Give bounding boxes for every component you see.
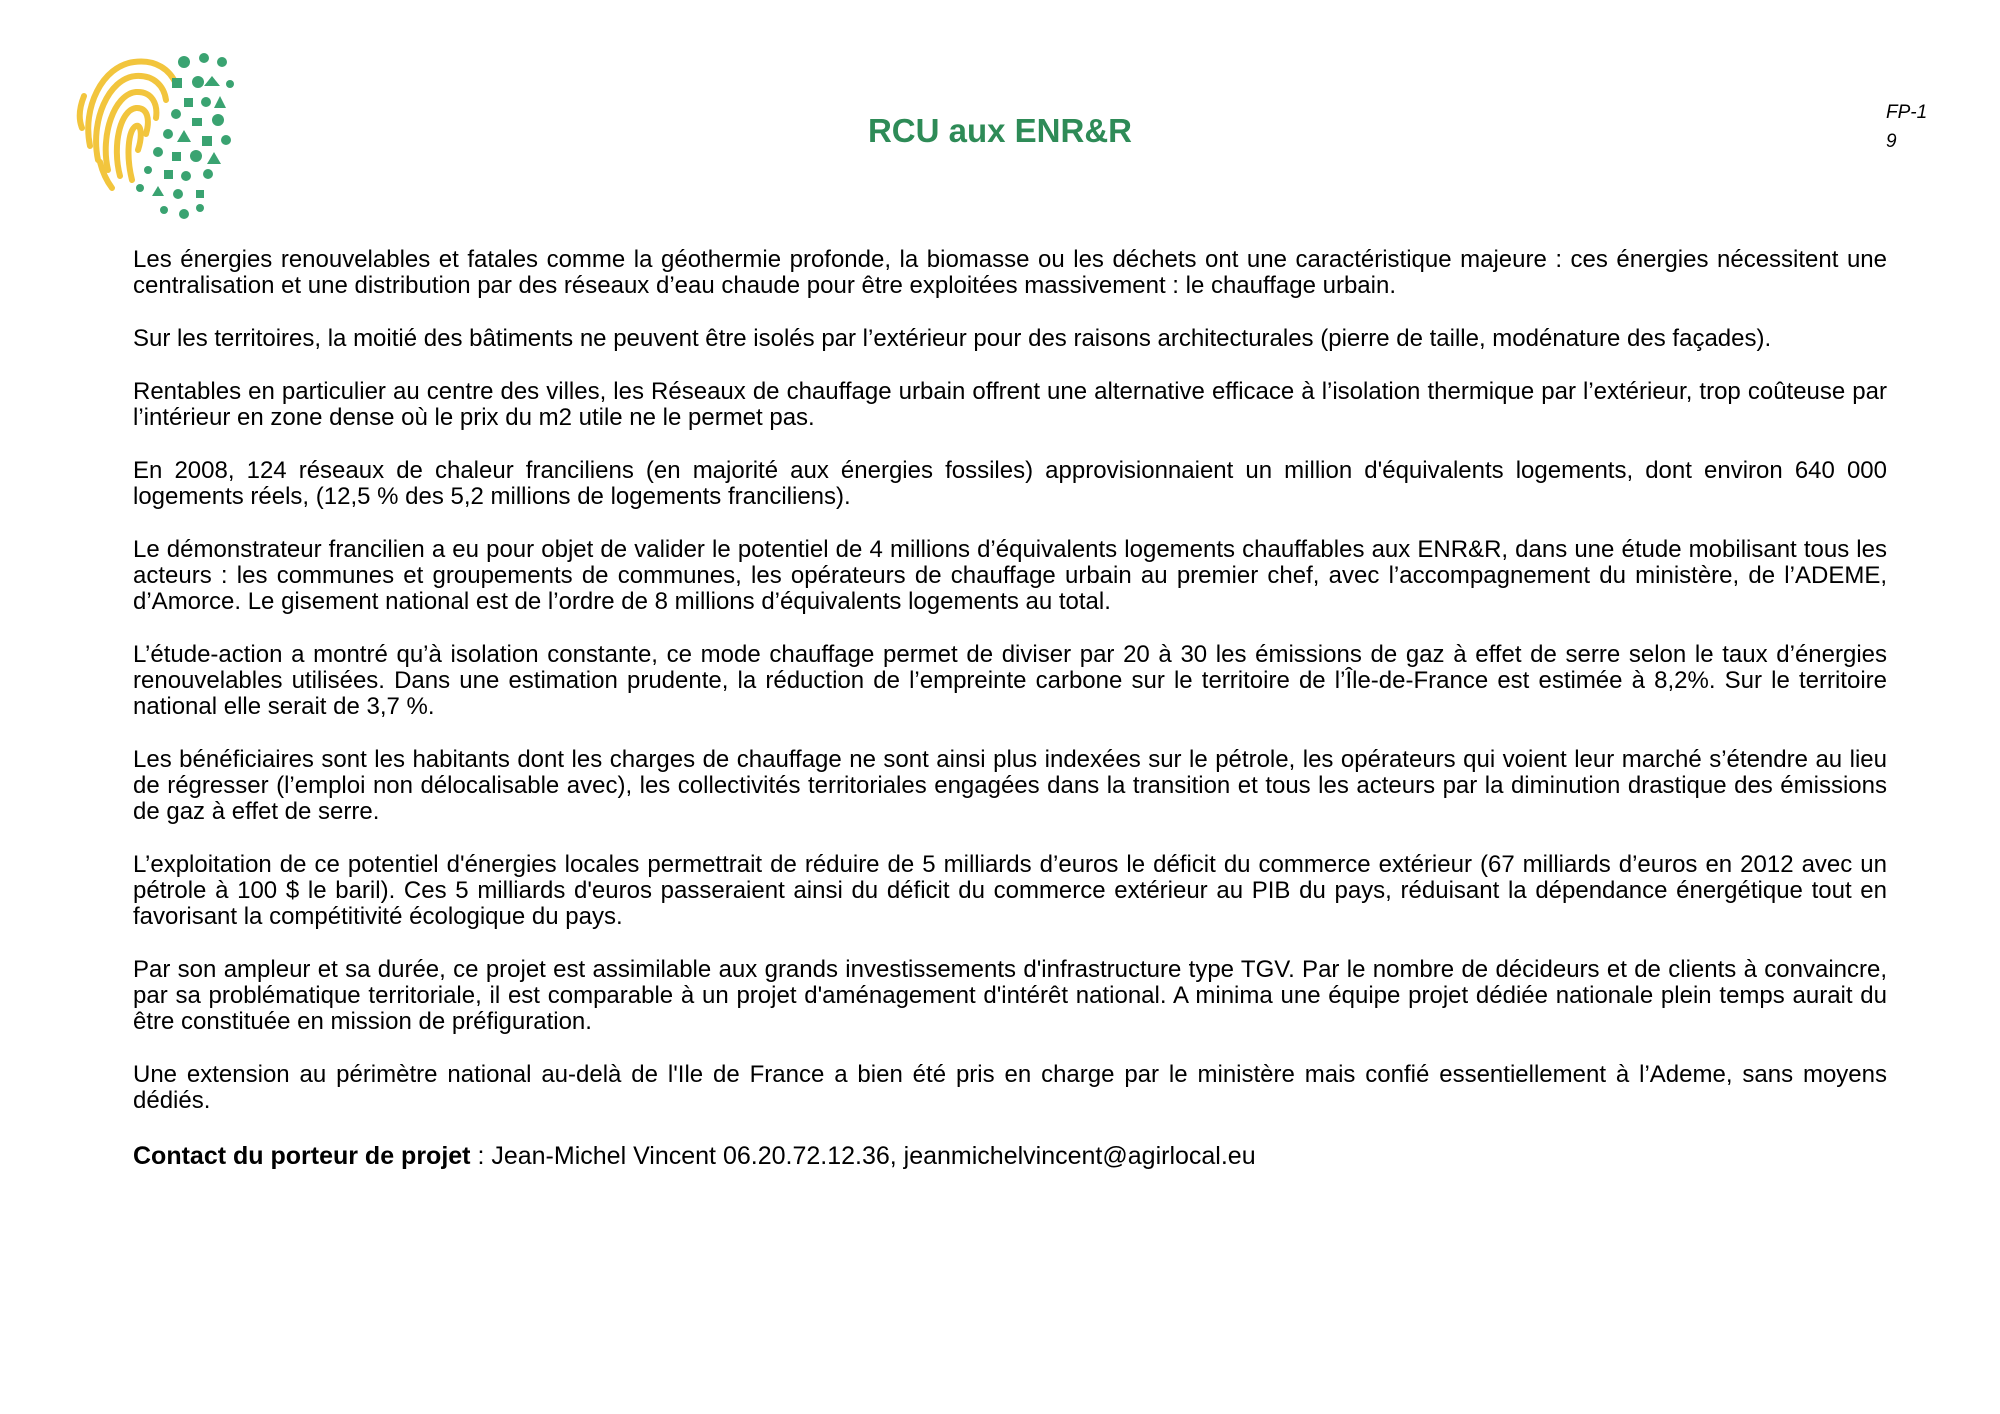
contact-line [133, 1141, 1887, 1171]
paragraph: Une extension au périmètre national au-delà de l'Ile de France a bien été pris en charge par le ministère mais confié essentiellement à l’Ademe, sans moyens dédiés. [133, 1061, 1887, 1114]
paragraph: Les bénéficiaires sont les habitants dont les charges de chauffage ne sont ainsi plus indexées sur le pétrole, les opérateurs qui voient leur marché s’étendre au lieu de régresser (l’emploi non délocalisable avec), les collectivités territoriales engagées dans la transition et tous les acteurs par la diminution drastique des émissions de gaz à effet de serre. [133, 746, 1887, 825]
paragraph: Rentables en particulier au centre des villes, les Réseaux de chauffage urbain offrent une alternative efficace à l’isolation thermique par l’extérieur, trop coûteuse par l’intérieur en zone dense où le prix du m2 utile ne le permet pas. [133, 378, 1887, 431]
page-reference [1886, 98, 1966, 156]
document-body [133, 247, 1887, 1198]
page-reference-line-2: 9 [1886, 131, 1897, 152]
paragraph: L’étude-action a montré qu’à isolation constante, ce mode chauffage permet de diviser par 20 à 30 les émissions de gaz à effet de serre selon le taux d’énergies renouvelables utilisées. Dans une estimation prudente, la réduction de l’empreinte carbone sur le territoire de l’Île-de-France est estimée à 8,2%. Sur le territoire national elle serait de 3,7 %. [133, 641, 1887, 720]
paragraph: En 2008, 124 réseaux de chaleur franciliens (en majorité aux énergies fossiles) approvisionnaient un million d'équivalents logements, dont environ 640 000 logements réels, (12,5 % des 5,2 millions de logements franciliens). [133, 457, 1887, 510]
paragraph: L’exploitation de ce potentiel d'énergies locales permettrait de réduire de 5 milliards d’euros le déficit du commerce extérieur (67 milliards d’euros en 2012 avec un pétrole à 100 $ le baril). Ces 5 milliards d'euros passeraient ainsi du déficit du commerce extérieur au PIB du pays, réduisant la dépendance énergétique tout en favorisant la compétitivité écologique du pays. [133, 851, 1887, 930]
contact-separator: : [470, 1142, 492, 1170]
paragraph: Le démonstrateur francilien a eu pour objet de valider le potentiel de 4 millions d’équivalents logements chauffables aux ENR&R, dans une étude mobilisant tous les acteurs : les communes et groupements de communes, les opérateurs de chauffage urbain au premier chef, avec l’accompagnement du ministère, de l’ADEME, d’Amorce. Le gisement national est de l’ordre de 8 millions d’équivalents logements au total. [133, 536, 1887, 615]
page-title: RCU aux ENR&R [867, 112, 1133, 149]
paragraph: Les énergies renouvelables et fatales comme la géothermie profonde, la biomasse ou les déchets ont une caractéristique majeure : ces énergies nécessitent une centralisation et une distribution par des réseaux d’eau chaude pour être exploitées massivement : le chauffage urbain. [133, 246, 1887, 299]
contact-label: Contact du porteur de projet [133, 1142, 471, 1170]
page-reference-line-1: FP-1 [1886, 102, 1928, 123]
contact-value[interactable]: Jean-Michel Vincent 06.20.72.12.36, jeanmichelvincent@agirlocal.eu [491, 1142, 1256, 1170]
paragraph: Sur les territoires, la moitié des bâtiments ne peuvent être isolés par l’extérieur pour des raisons architecturales (pierre de taille, modénature des façades). [133, 325, 1772, 352]
paragraph: Par son ampleur et sa durée, ce projet est assimilable aux grands investissements d'infrastructure type TGV. Par le nombre de décideurs et de clients à convaincre, par sa problématique territoriale, il est comparable à un projet d'aménagement d'intérêt national. A minima une équipe projet dédiée nationale plein temps aurait du être constituée en mission de préfiguration. [133, 956, 1887, 1035]
